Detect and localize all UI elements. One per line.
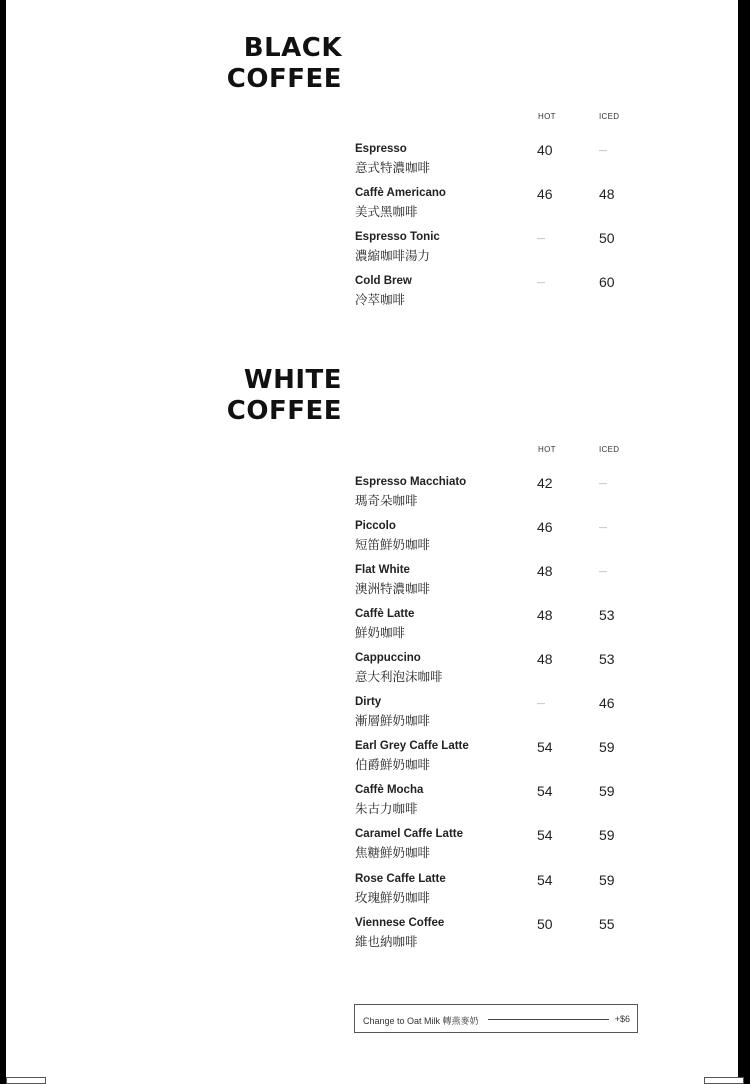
price-iced: 59 [599,739,615,755]
item-name-en: Viennese Coffee [355,917,445,929]
price-hot: 46 [537,186,553,202]
item-name-en: Caramel Caffe Latte [355,828,464,840]
item-name-zh: 美式黑咖啡 [355,204,418,219]
item-name-en: Earl Grey Caffe Latte [355,740,469,752]
price-hot: — [537,278,545,287]
item-name-en: Flat White [355,564,410,576]
price-iced: 59 [599,827,615,843]
menu-item [355,476,655,510]
column-header-iced: ICED [599,112,620,121]
item-name-en: Dirty [355,696,382,708]
price-iced: 46 [599,695,615,711]
column-header-hot: HOT [538,445,556,454]
price-iced: 55 [599,916,615,932]
price-hot: 54 [537,872,553,888]
item-name-zh: 濃縮咖啡湯力 [355,248,431,263]
leader-line [488,1019,609,1020]
item-name-zh: 冷萃咖啡 [355,292,406,307]
item-name-en: Cappuccino [355,652,421,664]
item-name-zh: 焦糖鮮奶咖啡 [355,845,431,860]
price-iced: — [599,523,607,532]
section-title-line1: WHITE [243,365,342,395]
price-iced: 53 [599,607,615,623]
menu-item [355,917,655,951]
item-name-zh: 伯爵鮮奶咖啡 [355,757,431,772]
price-hot: 48 [537,651,553,667]
price-hot: 54 [537,827,553,843]
prev-page-tab [6,1077,46,1084]
item-name-en: Caffè Americano [355,187,446,199]
item-name-zh: 意式特濃咖啡 [355,160,431,175]
menu-item [355,187,655,221]
oat-milk-price: +$6 [614,1014,630,1024]
price-hot: — [537,234,545,243]
item-name-zh: 澳洲特濃咖啡 [355,581,431,596]
section-title-line2: COFFEE [226,396,342,426]
menu-item [355,873,655,907]
column-header-hot: HOT [538,112,556,121]
price-iced: 53 [599,651,615,667]
item-name-zh: 短笛鮮奶咖啡 [355,537,431,552]
menu-item [355,143,655,177]
section-title-white-coffee [227,365,342,427]
item-name-zh: 意大利泡沫咖啡 [355,669,443,684]
price-iced: — [599,479,607,488]
next-page-tab [704,1077,744,1084]
item-name-en: Espresso Macchiato [355,476,467,488]
menu-item [355,520,655,554]
price-iced: 48 [599,186,615,202]
menu-item [355,784,655,818]
oat-milk-option [354,1004,638,1033]
menu-item [355,231,655,265]
price-iced: 60 [599,274,615,290]
item-name-zh: 玫瑰鮮奶咖啡 [355,890,431,905]
column-header-iced: ICED [599,445,620,454]
oat-milk-label: Change to Oat Milk 轉燕麥奶 [363,1016,479,1026]
item-name-en: Rose Caffe Latte [355,873,446,885]
section-title-line1: BLACK [243,33,342,63]
item-name-en: Espresso [355,143,407,155]
menu-item [355,608,655,642]
item-name-en: Piccolo [355,520,396,532]
price-iced: 59 [599,872,615,888]
price-iced: — [599,567,607,576]
item-name-en: Caffè Mocha [355,784,424,796]
price-iced: — [599,146,607,155]
section-title-line2: COFFEE [226,64,342,94]
price-hot: 54 [537,783,553,799]
item-name-zh: 瑪奇朵咖啡 [355,493,418,508]
price-hot: 50 [537,916,553,932]
menu-item [355,696,655,730]
menu-item [355,652,655,686]
price-hot: 46 [537,519,553,535]
price-hot: 54 [537,739,553,755]
price-hot: 48 [537,563,553,579]
price-iced: 50 [599,230,615,246]
item-name-zh: 朱古力咖啡 [355,801,418,816]
price-hot: — [537,699,545,708]
item-name-zh: 維也納咖啡 [355,934,418,949]
item-name-en: Caffè Latte [355,608,415,620]
price-hot: 42 [537,475,553,491]
menu-page [6,0,738,1084]
item-name-zh: 漸層鮮奶咖啡 [355,713,431,728]
item-name-en: Cold Brew [355,275,412,287]
item-name-en: Espresso Tonic [355,231,440,243]
menu-item [355,564,655,598]
price-hot: 40 [537,142,553,158]
price-iced: 59 [599,783,615,799]
item-name-zh: 鮮奶咖啡 [355,625,406,640]
menu-item [355,828,655,862]
price-hot: 48 [537,607,553,623]
menu-item [355,740,655,774]
menu-item [355,275,655,309]
section-title-black-coffee [227,33,342,95]
